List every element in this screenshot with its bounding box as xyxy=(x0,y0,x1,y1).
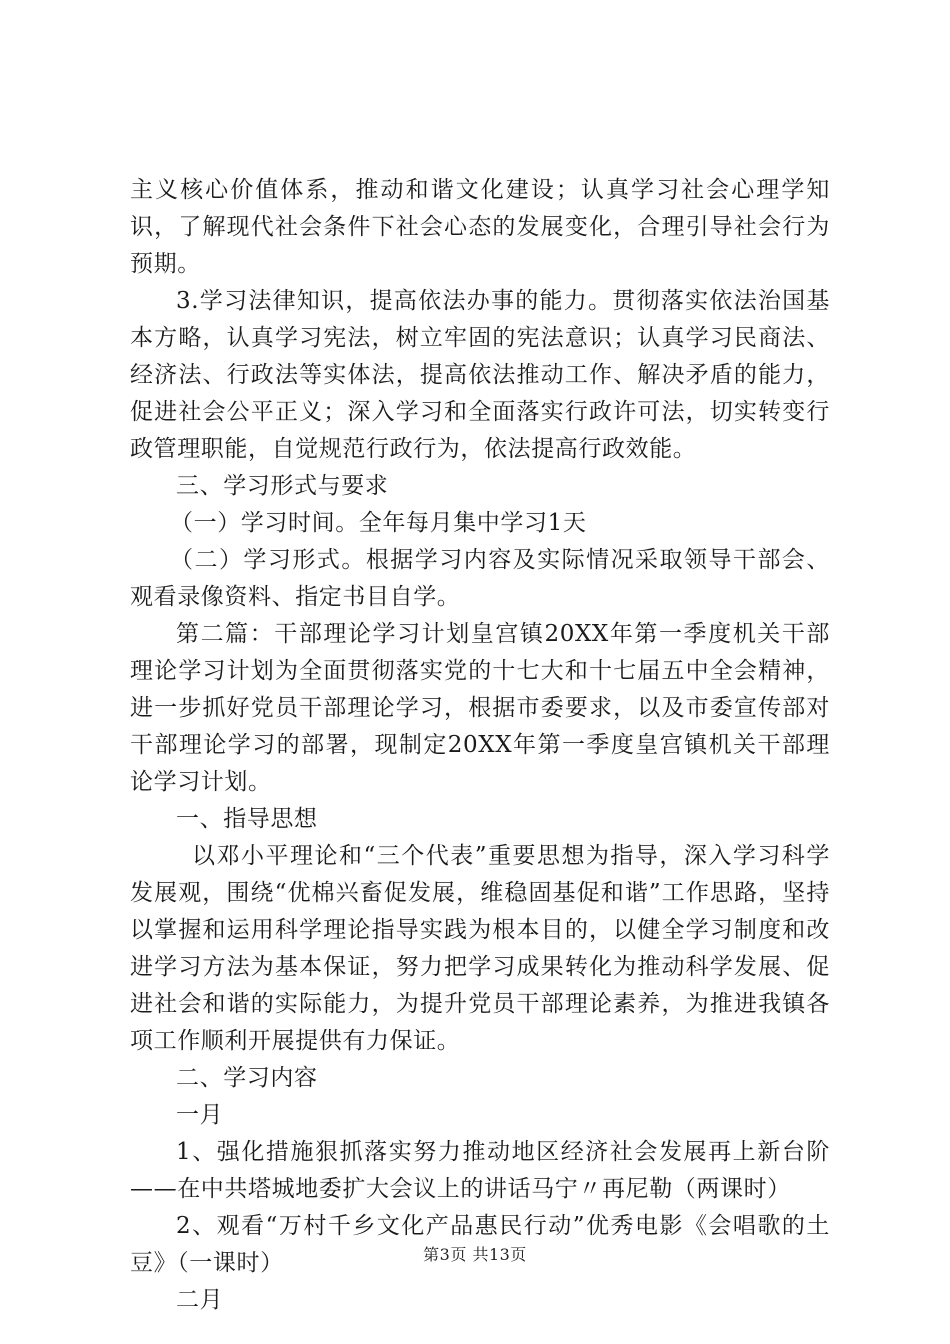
heading-study-form: 三、学习形式与要求 xyxy=(176,473,389,499)
heading-february: 二月 xyxy=(176,1287,224,1313)
paragraph-second-article: 第二篇：干部理论学习计划皇宫镇20XX年第一季度机关干部理论学习计划为全面贯彻落实党的十七大和十七届五中全会精神，进一步抓好党员干部理论学习，根据市委要求，以及市委宣传部对干部理论学习的部署，现制定20XX年第一季度皇宫镇机关干部理论学习计划。 xyxy=(130,621,830,795)
paragraph-guiding-thought: 以邓小平理论和“三个代表”重要思想为指导，深入学习科学发展观，围绕“优棉兴畜促发展，维稳固基促和谐”工作思路，坚持以掌握和运用科学理论指导实践为根本目的，以健全学习制度和改进学习方法为基本保证，努力把学习成果转化为推动科学发展、促进社会和谐的实际能力，为提升党员干部理论素养，为推进我镇各项工作顺利开展提供有力保证。 xyxy=(130,843,830,1054)
heading-study-content: 二、学习内容 xyxy=(176,1065,318,1091)
paragraph-continuation: 主义核心价值体系，推动和谐文化建设；认真学习社会心理学知识，了解现代社会条件下社会心态的发展变化，合理引导社会行为预期。 xyxy=(130,177,830,277)
paragraph-legal-knowledge: 3.学习法律知识，提高依法办事的能力。贯彻落实依法治国基本方略，认真学习宪法，树立牢固的宪法意识；认真学习民商法、经济法、行政法等实体法，提高依法推动工作、解决矛盾的能力，促进社会公平正义；深入学习和全面落实行政许可法，切实转变行政管理职能，自觉规范行政行为，依法提高行政效能。 xyxy=(130,288,830,462)
document-body xyxy=(130,172,830,1319)
page-number-footer: 第3页 共13页 xyxy=(423,1245,527,1264)
heading-january: 一月 xyxy=(176,1102,224,1128)
paragraph-study-method: （二）学习形式。根据学习内容及实际情况采取领导干部会、观看录像资料、指定书目自学。 xyxy=(130,547,830,610)
paragraph-study-time: （一）学习时间。全年每月集中学习1天 xyxy=(170,510,587,536)
heading-guiding-thought: 一、指导思想 xyxy=(176,806,318,832)
list-item-january-2: 2、观看“万村千乡文化产品惠民行动”优秀电影《会唱歌的土豆》（一课时） xyxy=(130,1213,830,1276)
list-item-january-1: 1、强化措施狠抓落实努力推动地区经济社会发展再上新台阶——在中共塔城地委扩大会议上的讲话马宁〃再尼勒（两课时） xyxy=(130,1139,830,1202)
